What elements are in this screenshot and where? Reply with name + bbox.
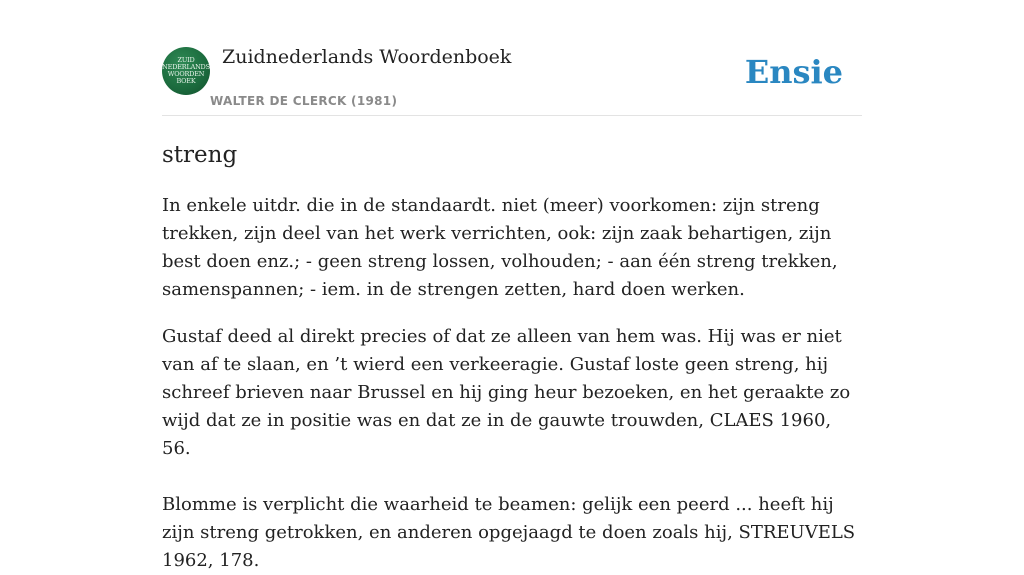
source-title-link[interactable]: Zuidnederlands Woordenboek xyxy=(222,46,512,68)
page xyxy=(162,0,862,575)
logo-text-line: ZUID xyxy=(177,56,195,64)
source-header xyxy=(162,46,862,116)
logo-text-line: NEDERLANDS xyxy=(162,63,210,71)
source-logo[interactable] xyxy=(162,47,210,95)
entry-headword: streng xyxy=(162,142,238,168)
logo-text-line: BOEK xyxy=(176,77,196,85)
logo-text-line: WOORDEN xyxy=(167,70,205,78)
entry-quote: Gustaf deed al direkt precies of dat ze alleen van hem was. Hij was er niet van af te slaan, en ’t wierd een verkeeragie. Gustaf loste geen streng, hij schreef brieven naar Brussel en hij ging heur bezoeken, en het geraakte zo wijd dat ze in positie was en dat ze in de gauwte trouwden, CLAES 1960, 56. xyxy=(162,326,851,459)
entry-definition: In enkele uitdr. die in de standaardt. niet (meer) voorkomen: zijn streng trekken, zijn deel van het werk verrichten, ook: zijn zaak behartigen, zijn best doen enz.; - geen streng lossen, volhouden; - aan één streng trekken, samenspannen; - iem. in de strengen zetten, hard doen werken. xyxy=(162,195,838,300)
entry-quote: Blomme is verplicht die waarheid te beamen: gelijk een peerd ... heeft hij zijn streng getrokken, en anderen opgejaagd te doen zoals hij, STREUVELS 1962, 178. xyxy=(162,494,856,571)
ensie-logo-link[interactable]: Ensie xyxy=(744,53,843,91)
source-author: WALTER DE CLERCK (1981) xyxy=(210,94,398,108)
